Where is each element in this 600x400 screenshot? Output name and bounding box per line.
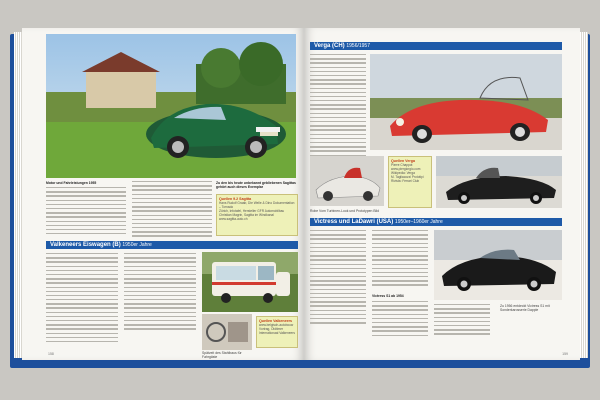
body-text-lines [310,54,366,167]
quellen-line: M. Tagliacozzi Prototipi [391,175,424,179]
quellen-valkeneers-box [256,316,298,348]
body-text-lines [372,230,428,289]
body-text-lines [372,301,428,339]
quellen-line: www.belgisch-autobouw [259,323,294,327]
ice-cream-truck-photo [202,252,298,312]
section-title: Verga (CH) [314,43,345,49]
quellen-verga-title: Quellen Verga [391,159,415,163]
section-title: Victress und LaDawri (USA) [314,219,394,225]
page-number-left: 158 [48,352,54,356]
red-car-caption: Robe Vom Turbinen-Look und Prototypen Bild [310,209,379,213]
left-page [22,28,304,360]
quellen-line: Vortrag, Oldtimer [259,327,284,331]
black-coupe-photo [434,230,562,300]
quellen-line: Zürich, Infotafel, Hersteller GFR Automobilbau [219,209,285,213]
body-text-lines [132,181,212,240]
body-text-lines [124,253,196,333]
quellen-line: Pierre Chappot [391,163,413,167]
body-text-lines [46,187,126,237]
right-photo-caption: Zu den bis heute unbekannt gebliebenen Sagittas gehört auch dieses Exemplar [216,181,296,190]
silver-car-photo [310,156,384,206]
quellen-line: Hans Rudolf Graab, Die Welle & Dino Dokumentation – Tornado [219,201,295,209]
quellen-valkeneers-title: Quellen Valkeneers [259,319,292,323]
body-text-lines [46,253,118,345]
open-book [10,28,590,368]
red-car-photo [370,54,562,150]
victress-subheading: Victress S1 ab 1954 [372,294,404,298]
black-coupe-caption: Zu 1956 entdeckt Victress S1 mit Sonderkarosserie Dapple [500,304,550,313]
section-era: 1950er Jahre [122,242,152,248]
section-header-victress [310,218,562,226]
quellen-line: www.sagitta-auto.ch [219,217,248,221]
section-era: 1956/1957 [346,43,370,49]
green-car-caption: Motor und Fahrleistungen 1955 [46,181,97,185]
quellen-verga-box [388,156,432,208]
body-text-lines [310,230,366,326]
right-page [304,28,580,360]
section-header-valkeneers [46,241,298,249]
quellen-line: www.piergiorgio.com [391,167,421,171]
quellen-line: Internationaal Valkeneers [259,331,295,335]
page-number-right: 159 [562,352,568,356]
section-title: Valkeneers Eiswagen (B) [50,242,121,248]
black-convertible-photo [436,156,562,208]
quellen-sagitta-title: Quellen 9.2 Sagitta [219,197,252,201]
quellen-sagitta-box [216,194,298,236]
quellen-line: Wikipedia: Verga [391,171,415,175]
interior-photo [202,314,252,350]
section-header-verga [310,42,562,50]
interior-caption: Spätzeit des Stahlbaus für Fahrgäste [202,351,242,360]
body-text-lines [434,304,490,338]
green-car-photo [46,34,296,178]
section-era: 1950er–1960er Jahre [394,219,443,225]
quellen-line: Christian Magrin, Sagitta im Windkanal [219,213,274,217]
quellen-line: Rivista: Ferrari Club [391,179,420,183]
